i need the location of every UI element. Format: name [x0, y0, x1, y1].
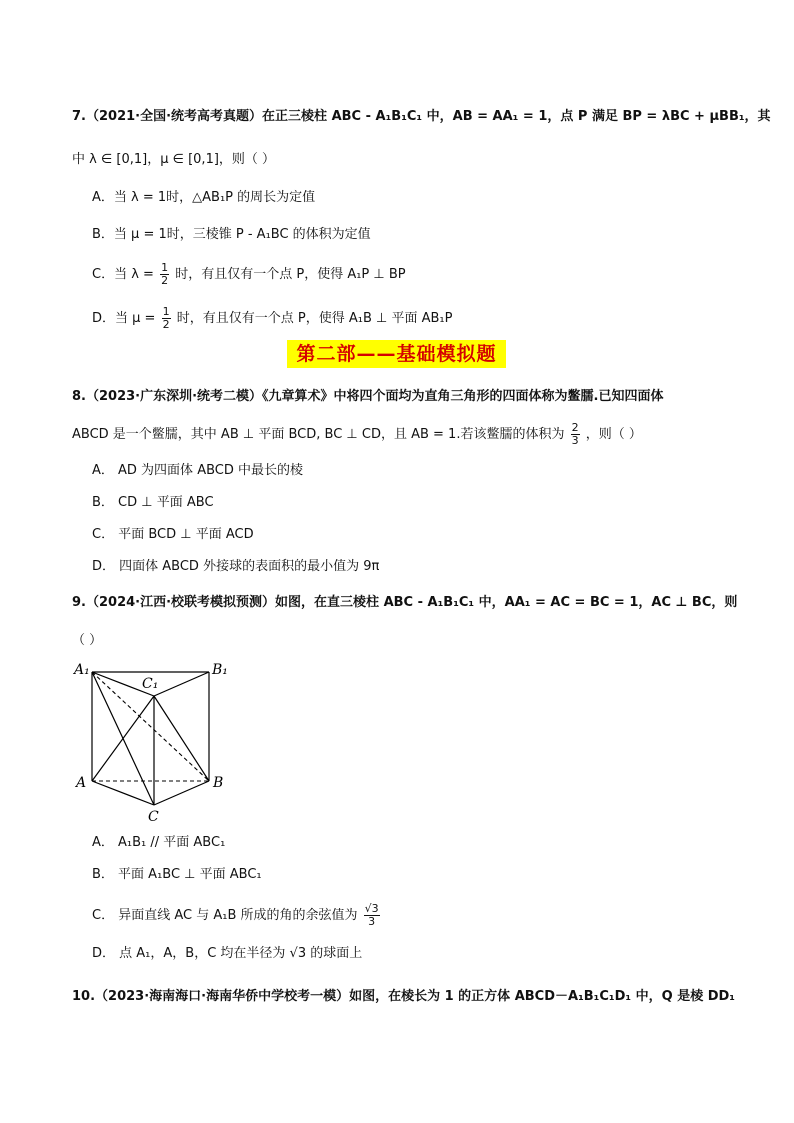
q8-stem-frac-den: 3 [571, 434, 579, 447]
q7-option-c-pre: C．当 λ = [92, 267, 154, 282]
q8-stem-line2 [72, 422, 642, 447]
q8-option-c: C． 平面 BCD ⊥ 平面 ACD [92, 527, 254, 542]
q9-stem-line1: 9.（2024·江西·校联考模拟预测）如图，在直三棱柱 ABC - A₁B₁C₁ 中，AA₁ = AC = BC = 1，AC ⊥ BC，则 [72, 595, 738, 610]
q8-option-a: A． AD 为四面体 ABCD 中最长的棱 [92, 463, 303, 478]
q9-option-c-pre: C． 异面直线 AC 与 A₁B 所成的角的余弦值为 [92, 908, 358, 923]
q9-option-a: A． A₁B₁ // 平面 ABC₁ [92, 835, 226, 850]
prism-figure [72, 658, 232, 824]
q7-option-c-num: 1 [161, 261, 169, 274]
q7-option-d-num: 1 [162, 305, 170, 318]
label-a: A [76, 775, 87, 791]
q8-option-d: D． 四面体 ABCD 外接球的表面积的最小值为 9π [92, 559, 380, 574]
q9-option-b: B． 平面 A₁BC ⊥ 平面 ABC₁ [92, 867, 262, 882]
q10-stem-line1: 10.（2023·海南海口·海南华侨中学校考一模）如图，在棱长为 1 的正方体 ABCD－A₁B₁C₁D₁ 中，Q 是棱 DD₁ [72, 989, 735, 1004]
q7-option-d-fraction [162, 306, 171, 331]
q9-option-c-num: √3 [364, 902, 379, 915]
q7-option-c-post: 时，有且仅有一个点 P，使得 A₁P ⊥ BP [175, 267, 406, 282]
label-b1: B₁ [212, 662, 228, 678]
q8-stem-fraction [571, 422, 580, 447]
q7-option-a: A．当 λ = 1时，△AB₁P 的周长为定值 [92, 190, 316, 205]
q7-option-d-post: 时，有且仅有一个点 P，使得 A₁B ⊥ 平面 AB₁P [176, 311, 453, 326]
q8-stem-line1: 8.（2023·广东深圳·统考二模）《九章算术》中将四个面均为直角三角形的四面体称为鳖臑.已知四面体 [72, 389, 664, 404]
q9-option-d: D． 点 A₁，A，B，C 均在半径为 √3 的球面上 [92, 946, 363, 961]
label-c1: C₁ [142, 676, 159, 692]
q9-option-c [92, 903, 382, 928]
q7-option-d [92, 306, 452, 331]
q7-option-c-fraction [160, 262, 169, 287]
q9-option-c-den: 3 [368, 915, 376, 928]
q7-stem-line1: 7.（2021·全国·统考高考真题）在正三棱柱 ABC - A₁B₁C₁ 中，AB = AA₁ = 1，点 P 满足 BP = λBC + μBB₁，其 [72, 109, 771, 124]
q9-option-c-fraction [364, 903, 380, 928]
q8-option-b: B． CD ⊥ 平面 ABC [92, 495, 214, 510]
edge-b1-c1 [154, 672, 209, 696]
q7-option-b: B．当 μ = 1时，三棱锥 P - A₁BC 的体积为定值 [92, 227, 371, 242]
q7-option-d-den: 2 [162, 318, 170, 331]
edge-b-c [154, 781, 209, 805]
edge-b-c1 [154, 696, 209, 781]
q7-option-c [92, 262, 406, 287]
label-c: C [148, 809, 159, 824]
q8-stem-line2-pre: ABCD 是一个鳖臑，其中 AB ⊥ 平面 BCD, BC ⊥ CD，且 AB = 1.若该鳖臑的体积为 [72, 427, 565, 442]
q7-stem-line2: 中 λ ∈ [0,1]，μ ∈ [0,1]，则（ ） [72, 152, 276, 167]
label-b: B [213, 775, 224, 791]
q8-stem-line2-post: ，则（ ） [585, 427, 642, 442]
label-a1: A₁ [74, 662, 90, 678]
q7-option-d-pre: D．当 μ = [92, 311, 156, 326]
q7-option-c-den: 2 [161, 274, 169, 287]
q8-stem-frac-num: 2 [571, 421, 579, 434]
q9-stem-line2: （ ） [72, 633, 103, 648]
section-title: 第二部——基础模拟题 [287, 340, 506, 368]
